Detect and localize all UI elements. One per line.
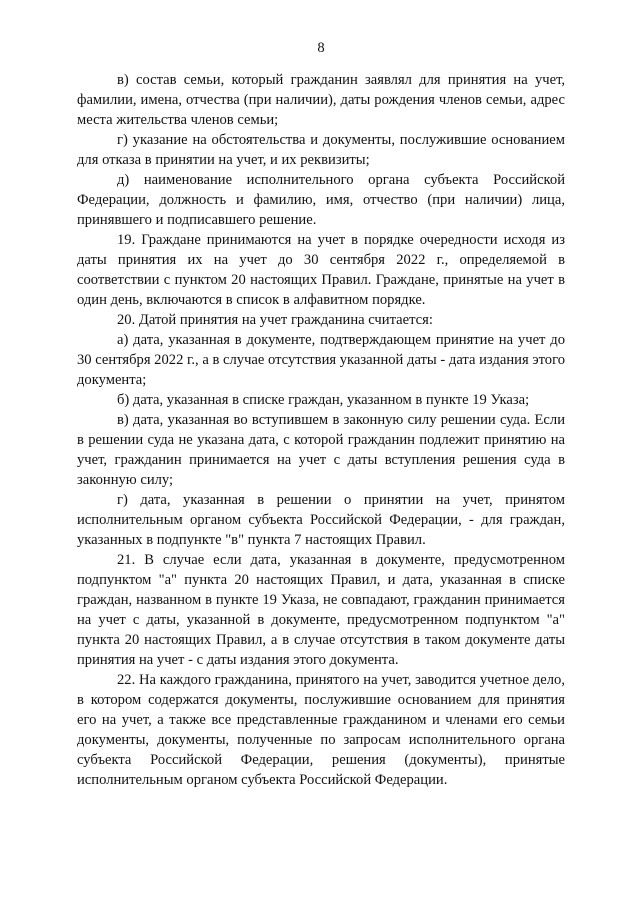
paragraph-20v: в) дата, указанная во вступившем в законную силу решении суда. Если в решении суда не указана дата, с которой гражданин подлежит принятию на учет, гражданин принимается на учет с даты вступления решения суда в законную силу; — [77, 412, 565, 488]
paragraph-20g: г) дата, указанная в решении о принятии на учет, принятом исполнительным органом субъекта Российской Федерации, - для граждан, указанных в подпункте "в" пункта 7 настоящих Правил. — [77, 492, 565, 548]
page-number: 8 — [317, 40, 325, 56]
paragraph-20b: б) дата, указанная в списке граждан, указанном в пункте 19 Указа; — [117, 392, 530, 408]
paragraph-3g: г) указание на обстоятельства и документы, послужившие основанием для отказа в принятии на учет, и их реквизиты; — [77, 132, 565, 168]
paragraph-20a: а) дата, указанная в документе, подтверждающем принятие на учет до 30 сентября 2022 г., а в случае отсутствия указанной даты - дата издания этого документа; — [77, 332, 565, 388]
paragraph-3v: в) состав семьи, который гражданин заявлял для принятия на учет, фамилии, имена, отчества (при наличии), даты рождения членов семьи, адрес места жительства членов семьи; — [77, 72, 565, 128]
paragraph-22: 22. На каждого гражданина, принятого на учет, заводится учетное дело, в котором содержатся документы, послужившие основанием для принятия его на учет, а также все представленные гражданином и членами его семьи документы, документы, полученные по запросам исполнительного органа субъекта Российской Федерации, решения (документы), принятые исполнительным органом субъекта Российской Федерации. — [77, 672, 565, 788]
paragraph-20: 20. Датой принятия на учет гражданина считается: — [117, 312, 433, 328]
paragraph-21: 21. В случае если дата, указанная в документе, предусмотренном подпунктом "а" пункта 20 настоящих Правил, и дата, указанная в списке граждан, названном в пункте 19 Указа, не совпадают, гражданин принимается на учет с даты, указанной в документе, предусмотренном подпунктом "а" пункта 20 настоящих Правил, а в случае отсутствия в таком документе даты принятия на учет - с даты издания этого документа. — [77, 552, 565, 668]
document-page — [77, 34, 565, 790]
paragraph-3d: д) наименование исполнительного органа субъекта Российской Федерации, должность и фамилию, имя, отчество (при наличии) лица, принявшего и подписавшего решение. — [77, 172, 565, 228]
paragraph-19: 19. Граждане принимаются на учет в порядке очередности исходя из даты принятия их на учет до 30 сентября 2022 г., определяемой в соответствии с пунктом 20 настоящих Правил. Граждане, принятые на учет в один день, включаются в список в алфавитном порядке. — [77, 232, 565, 308]
